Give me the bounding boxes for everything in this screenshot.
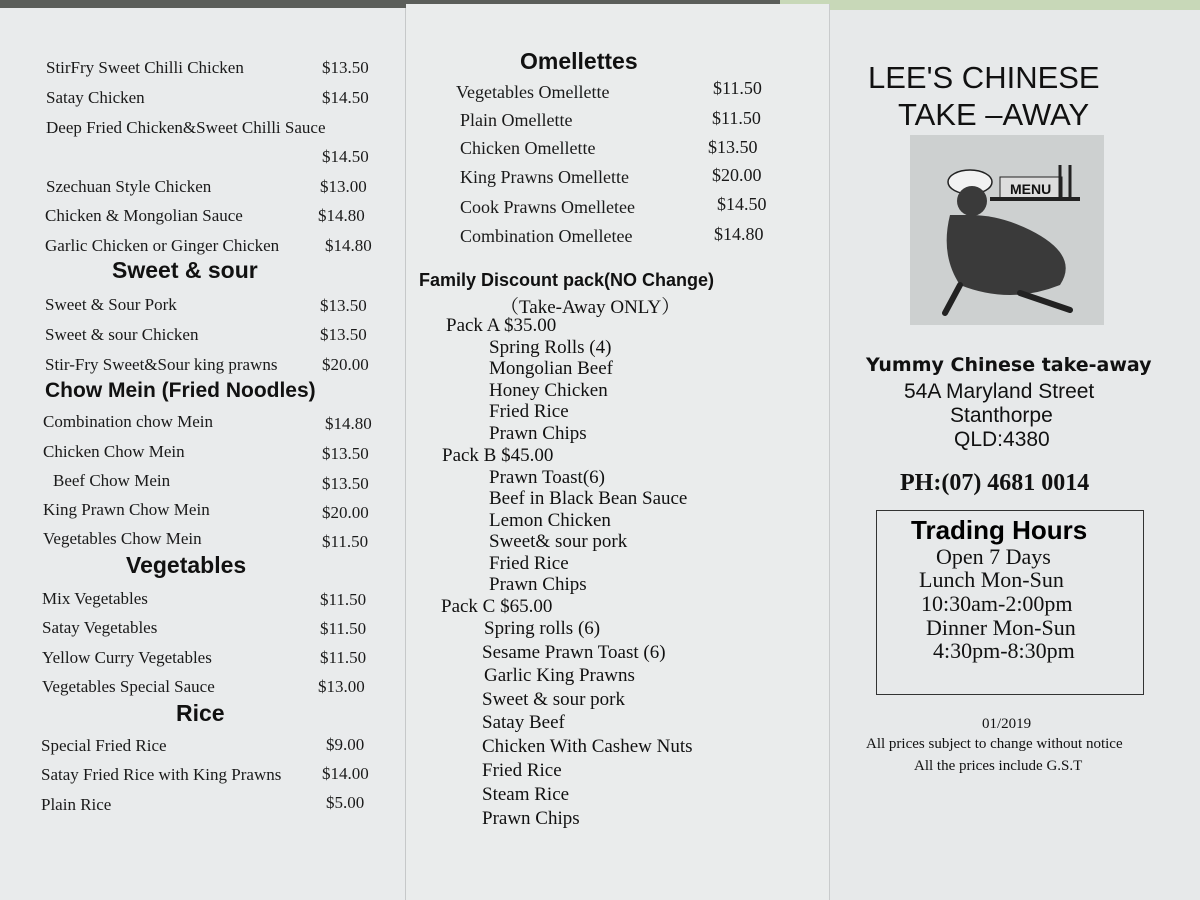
menu-item-price: $11.50 (322, 532, 369, 551)
menu-item-name: Stir-Fry Sweet&Sour king prawns (45, 355, 278, 374)
menu-item-price: $11.50 (713, 78, 762, 98)
menu-item-name: Vegetables Special Sauce (42, 677, 215, 696)
menu-item-name: Combination Omelletee (460, 226, 633, 246)
menu-item-price: $11.50 (320, 619, 367, 638)
pack-a-item: Prawn Chips (489, 423, 587, 444)
family-pack-heading: Family Discount pack(NO Change) (419, 270, 715, 290)
menu-item-price: $5.00 (326, 793, 365, 812)
pack-c-item: Sesame Prawn Toast (6) (482, 642, 666, 663)
pack-a-item: Honey Chicken (489, 380, 608, 401)
menu-item-name: Satay Vegetables (42, 618, 158, 637)
menu-item-name: Chicken Chow Mein (43, 442, 185, 461)
menu-item-name: Cook Prawns Omelletee (460, 197, 635, 217)
menu-item-price: $13.50 (322, 474, 369, 493)
tagline: Yummy Chinese take-away (866, 354, 1152, 376)
menu-item-name: Vegetables Omellette (456, 82, 610, 102)
menu-item-price: $20.00 (712, 165, 762, 185)
hours-line: Lunch Mon-Sun (919, 567, 1064, 592)
menu-item-name: Plain Omellette (460, 110, 573, 130)
menu-item-price: $14.00 (322, 764, 369, 783)
menu-item-name: Plain Rice (41, 795, 112, 814)
pack-c-item: Fried Rice (482, 760, 562, 781)
menu-item-price: $13.50 (320, 296, 367, 315)
menu-item-name: Special Fried Rice (41, 736, 167, 755)
pack-c-item: Satay Beef (482, 712, 565, 733)
hours-line: Open 7 Days (936, 544, 1051, 569)
menu-item-name: Garlic Chicken or Ginger Chicken (45, 236, 280, 255)
menu-item-price: $13.50 (322, 444, 369, 463)
section-heading-vegetables: Vegetables (126, 552, 247, 578)
menu-item-name: Yellow Curry Vegetables (42, 648, 212, 667)
pack-b-item: Sweet& sour pork (489, 531, 628, 552)
pack-c-item: Steam Rice (482, 784, 570, 805)
section-heading-sweet-sour: Sweet & sour (112, 257, 258, 283)
menu-item-price: $14.50 (717, 194, 767, 214)
menu-item-price: $13.50 (322, 58, 369, 77)
gst-notice: All the prices include G.S.T (914, 758, 1083, 774)
menu-item-name: StirFry Sweet Chilli Chicken (46, 58, 244, 77)
chef-logo (910, 135, 1104, 325)
restaurant-name: LEE'S CHINESE (868, 60, 1100, 95)
menu-panel-middle (406, 4, 830, 900)
pack-c-item: Sweet & sour pork (482, 689, 626, 710)
menu-item-price: $11.50 (320, 590, 367, 609)
menu-panel-left (0, 8, 406, 900)
logo-menu-text: MENU (1010, 181, 1052, 197)
pack-b-item: Prawn Chips (489, 574, 587, 595)
section-heading-chow-mein: Chow Mein (Fried Noodles) (45, 379, 316, 402)
trading-hours-title: Trading Hours (911, 515, 1088, 545)
menu-item-price: $13.50 (320, 325, 367, 344)
menu-panel-right (830, 10, 1200, 900)
pack-c-item: Chicken With Cashew Nuts (482, 736, 693, 757)
menu-item-name: Satay Chicken (46, 88, 145, 107)
menu-item-price: $14.80 (318, 206, 365, 225)
hours-line: 4:30pm-8:30pm (933, 638, 1075, 663)
menu-item-name: Chicken Omellette (460, 138, 596, 158)
menu-item-price: $14.80 (325, 414, 372, 433)
menu-item-name: King Prawns Omellette (460, 167, 629, 187)
menu-item-name: Combination chow Mein (43, 412, 213, 431)
address-state: QLD:4380 (954, 428, 1050, 451)
price-notice: All prices subject to change without notice (866, 736, 1123, 752)
pack-b-item: Lemon Chicken (489, 510, 611, 531)
menu-item-name: Vegetables Chow Mein (43, 529, 202, 548)
hours-line: Dinner Mon-Sun (926, 615, 1076, 640)
family-pack-subheading: （Take-Away ONLY） (500, 297, 681, 318)
menu-item-name: Beef Chow Mein (53, 471, 171, 490)
menu-item-price: $13.00 (320, 177, 367, 196)
menu-item-name: Deep Fried Chicken&Sweet Chilli Sauce (46, 118, 326, 137)
menu-item-price: $14.80 (714, 224, 764, 244)
phone-number: PH:(07) 4681 0014 (900, 470, 1090, 496)
menu-item-name: Sweet & Sour Pork (45, 295, 177, 314)
pack-c-item: Garlic King Prawns (484, 665, 635, 686)
menu-item-name: Chicken & Mongolian Sauce (45, 206, 243, 225)
menu-item-name: King Prawn Chow Mein (43, 500, 210, 519)
address-street: 54A Maryland Street (904, 380, 1095, 403)
menu-item-name: Mix Vegetables (42, 589, 148, 608)
pack-b-item: Fried Rice (489, 553, 569, 574)
pack-c-label: Pack C $65.00 (441, 596, 553, 617)
pack-b-label: Pack B $45.00 (442, 445, 554, 466)
menu-item-price: $13.50 (708, 137, 758, 157)
restaurant-subtitle: TAKE –AWAY (898, 97, 1090, 132)
pack-a-item: Mongolian Beef (489, 358, 614, 379)
address-town: Stanthorpe (950, 404, 1053, 427)
menu-item-price: $13.00 (318, 677, 365, 696)
menu-item-name: Sweet & sour Chicken (45, 325, 199, 344)
pack-a-item: Spring Rolls (4) (489, 337, 612, 358)
chef-logo-icon (910, 135, 1104, 325)
pack-a-item: Fried Rice (489, 401, 569, 422)
menu-item-price: $14.50 (322, 88, 369, 107)
section-heading-omelettes: Omellettes (520, 48, 638, 74)
pack-b-item: Beef in Black Bean Sauce (489, 488, 688, 509)
menu-item-price: $9.00 (326, 735, 365, 754)
pack-b-item: Prawn Toast(6) (489, 467, 605, 488)
menu-item-name: Szechuan Style Chicken (46, 177, 212, 196)
menu-item-price: $20.00 (322, 355, 369, 374)
trading-hours-box (876, 510, 1144, 695)
pack-a-label: Pack A $35.00 (446, 315, 557, 336)
pack-c-item: Spring rolls (6) (484, 618, 601, 639)
menu-item-name: Satay Fried Rice with King Prawns (41, 765, 282, 784)
menu-item-price: $11.50 (320, 648, 367, 667)
menu-item-price: $20.00 (322, 503, 369, 522)
hours-line: 10:30am-2:00pm (921, 591, 1073, 616)
menu-date: 01/2019 (982, 716, 1032, 732)
menu-item-price: $14.50 (322, 147, 369, 166)
pack-c-item: Prawn Chips (482, 808, 580, 829)
menu-item-price: $14.80 (325, 236, 372, 255)
section-heading-rice: Rice (176, 700, 225, 726)
menu-item-price: $11.50 (712, 108, 761, 128)
